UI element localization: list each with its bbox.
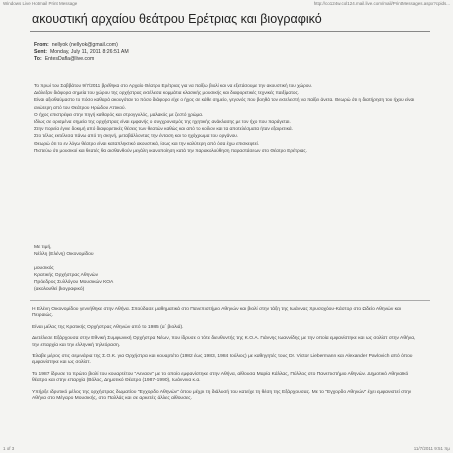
bio-paragraph: Υπήρξε ιδρυτικό μέλος της ορχήστρας δωματίου "Εγχορδο Αθηνών" όπου μέχρι τη διάλυσή του κατείχε τη θέση της Εξάρχουσας. Με το "Εγχορδο Αθηνών" έχει εμφανιστεί στην Αθήνα στο Μέγαρο Μουσικής, στο Παλλάς και σε αρκετές άλλες αίθουσες.	[32, 389, 412, 402]
header-label: Sent:	[34, 49, 47, 56]
signature-block	[34, 244, 234, 294]
print-footer	[0, 444, 453, 453]
bio-paragraph: Η Ελένη Οικονομίδου γεννήθηκε στην Αθήνα. Σπούδασε μαθηματικά στο Πανεπιστήμιο Αθηνών και βιολί στην τάξη της Ιωάννας Χρυσοχόου-Κάστορ στο Ωδείο Αθηνών και Πειραιώς.	[32, 307, 401, 319]
message-body	[34, 82, 419, 154]
bio-paragraph: Έλαβε μέρος στις σεμινάρια της Σ.Ο.Κ. για Ορχήστρα και κουαρτέτο (1982 έως 1983, 1984 Ιούλιος) με καθηγητές τους Dr. Victor Liebermann και Alexander Pavlovich από όπου εμφανίστηκε και ως σολίστ.	[32, 354, 413, 366]
body-paragraph: Πιστεύω ότι μουσικοί και θεατές θα αισθανθούν μεγάλη ικανοποίηση κατά την παρακολούθηση παραστάσεων στο Θέατρο Ερέτριας.	[34, 147, 307, 153]
print-header-title: Windows Live Hotmail Print Message	[3, 1, 78, 6]
bio-paragraph: Το 1987 ίδρυσε το πρώτο βιολί του κουαρτέτου "Aεναον" με το οποίο εμφανίστηκε στην Αθήνα, αίθουσα Μαρία Κάλλας, Πύλλος στο Πανεπιστήμιο Αθηνών. Δημοτικό Αθηναϊκό θέατρο και στην επαρχία (Βόλος, Δημοτικό Θέατρο (1987-1990), Ιωάννινα κ.α.	[32, 371, 409, 384]
body-paragraph: Διάλεξαν διάφορα σημεία του χώρου της ορχήστρας εκτέλεσα κομμάτια κλασικής μουσικής και διαφορετικές τεχνικές παιξίματος.	[34, 90, 300, 96]
header-to	[34, 56, 414, 63]
bio-paragraph: Είναι μέλος της Κρατικής Ορχήστρας Αθηνών από το 1985 (α΄ βιολιά).	[32, 324, 184, 330]
signature-line: μουσικός	[34, 266, 54, 272]
print-header	[0, 0, 453, 9]
signature-line: Πρόεδρος Συλλόγου Μουσικών ΚΟΑ	[34, 280, 114, 286]
body-paragraph: Ο ήχος επιστρέφει στην πηγή καθαρός και στρογγυλός, μαλακός με ζεστό χρώμα.	[34, 111, 204, 117]
body-paragraph: Ιδίως σε ορισμένα σημεία της ορχήστρας είναι εμφανής ο συγχρονισμός της ηχητικής ανάκλασης με τον ήχο που παράγεται.	[34, 119, 291, 125]
message-subject: ακουστική αρχαίου θεάτρου Ερέτριας και βιογραφικό	[32, 12, 322, 26]
header-sent	[34, 49, 414, 56]
body-paragraph: Θεωρώ ότι το εν λόγω θέατρο είναι καταπληκτικό ακουστικά, ίσως και την καλύτερη από όσα έχω επισκεφτεί.	[34, 140, 260, 146]
header-label: From:	[34, 42, 49, 48]
header-value: Monday, July 11, 2011 8:26:51 AM	[49, 49, 129, 56]
header-value: nellyok (nellyok@gmail.com)	[51, 42, 118, 48]
print-header-url: http://co124w.col124.mail.live.com/mail/PrintMessages.aspx?cpids...	[313, 1, 450, 6]
signature-line: Κρατικής Ορχήστρας Αθηνών	[34, 273, 99, 279]
header-label: To:	[34, 56, 42, 63]
page-number: 1 of 3	[3, 446, 15, 451]
body-paragraph: Το πρωί του Σαββάτου 9/7/2011 βρέθηκα στο Αρχαίο Θέατρο Ερέτριας για να παίξω βιολί και να εξετάσουμε την ακουστική του χώρου.	[34, 83, 313, 88]
subject-divider	[30, 31, 430, 32]
signature-line: Με τιμή,	[34, 245, 52, 250]
signature-line: Νέλλη (Ελένη) Οικονομίδου	[34, 252, 94, 258]
signature-line: (ακολουθεί βιογραφικό)	[34, 287, 85, 293]
body-paragraph: Στην πορεία έγινε δοκιμή από διαφορετικές θέσεις των θεατών καθώς και από το κοίλον και τα αποτελέσματα ήταν εξαιρετικά.	[34, 126, 293, 132]
biography	[32, 307, 422, 407]
header-value: EntesDafla@live.com	[44, 56, 95, 63]
header-from	[34, 42, 414, 49]
body-paragraph: Είναι αξιοθαύμαστο το πόσο καθαρά ακουγόταν το πόσο διάφορο είχε ο ήχος σε κάθε σημείο, γεγονός που βοηθά τον εκτελεστή να παίξει άνετα. Θεωρώ ότι η διατήρηση του ήχου είναι ανώτερη από του Θεάτρου Ηρώδου Αττικού.	[34, 97, 415, 110]
body-paragraph: Στο τέλος εκτέλεσα πάνω από τη σκηνή, μεταβάλλοντας την ένταση και το ηχόχρωμα του οργάνου.	[34, 133, 239, 139]
print-date: 11/7/2011 9:51 πμ	[413, 446, 450, 451]
message-headers	[34, 42, 414, 64]
bio-paragraph: Διετέλεσε Εξάρχουσα στην Εθνική Συμφωνική Ορχήστρα Νέων, που ίδρυσε ο τότε διευθυντής της Κ.Ο.Α. Γιάννης Ιωαννίδης με την οποία εμφανίστηκε και ως σολίστ στην Αθήνα, την επαρχία και την ελληνική τηλεόραση.	[32, 336, 416, 348]
bio-divider	[30, 300, 430, 301]
